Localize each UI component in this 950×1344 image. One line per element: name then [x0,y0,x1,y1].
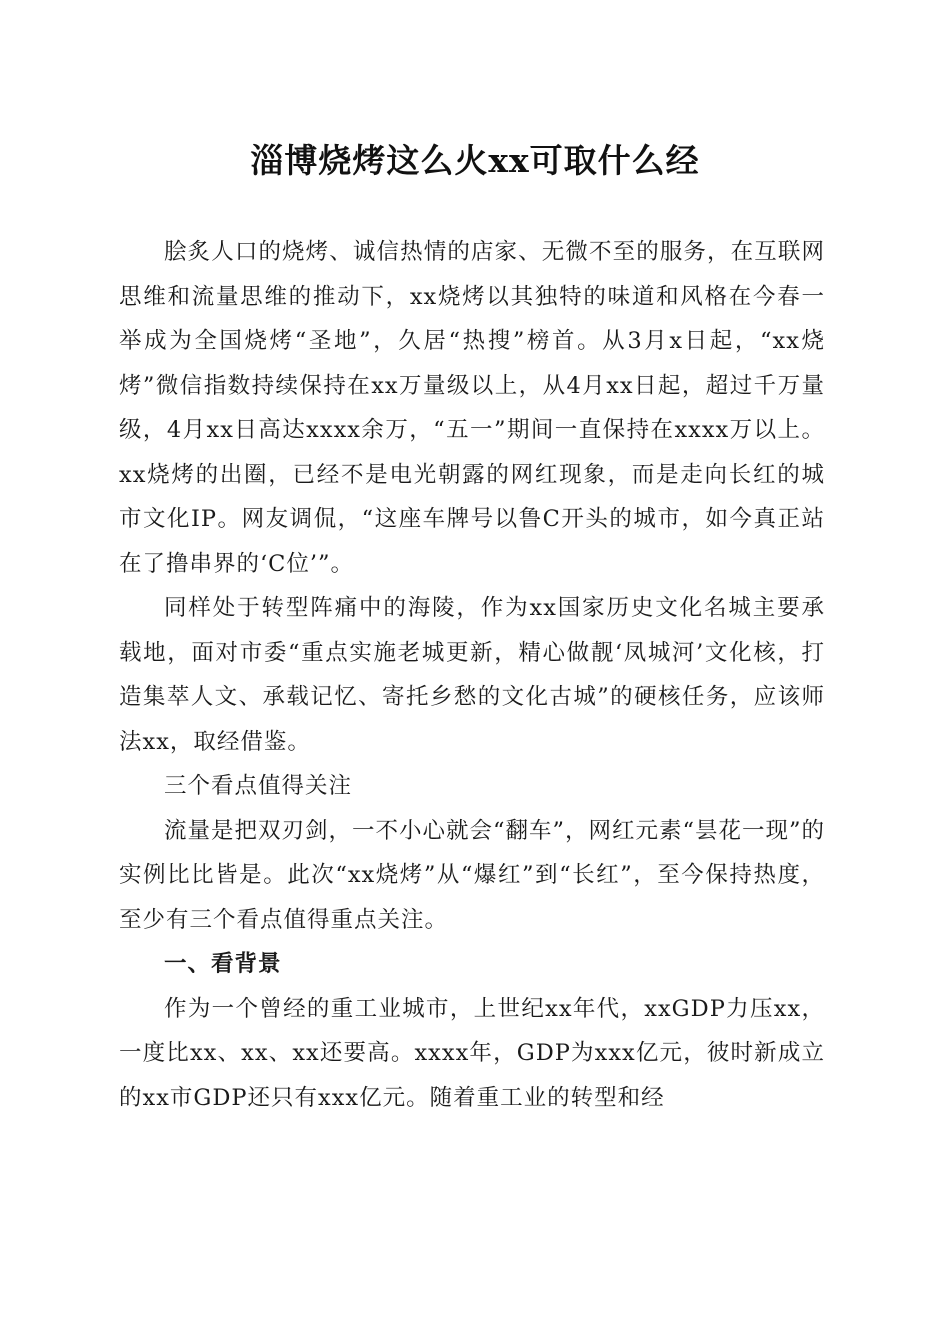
document-title: 淄博烧烤这么火xx可取什么经 [250,141,700,180]
paragraph-2: 同样处于转型阵痛中的海陵，作为xx国家历史文化名城主要承载地，面对市委“重点实施老城更新，精心做靓‘凤城河’文化核，打造集萃人文、承载记忆、寄托乡愁的文化古城”的硬核任务，应该师法xx，取经借鉴。 [119,595,825,755]
paragraph-3: 流量是把双刃剑，一不小心就会“翻车”，网红元素“昙花一现”的实例比比皆是。此次“xx烧烤”从“爆红”到“长红”，至今保持热度，至少有三个看点值得重点关注。 [119,817,826,933]
paragraph-1: 脍炙人口的烧烤、诚信热情的店家、无微不至的服务，在互联网思维和流量思维的推动下，xx烧烤以其独特的味道和风格在今春一举成为全国烧烤“圣地”，久居“热搜”榜首。从3月x日起，“xx烧烤”微信指数持续保持在xx万量级以上，从4月xx日起，超过千万量级，4月xx日高达xxxx余万，“五一”期间一直保持在xxxx万以上。xx烧烤的出圈，已经不是电光朝露的网红现象，而是走向长红的城市文化IP。网友调侃，“这座车牌号以鲁C开头的城市，如今真正站在了撸串界的‘C位’”。 [119,239,825,577]
document-body [119,230,825,1120]
paragraph-4: 作为一个曾经的重工业城市，上世纪xx年代，xxGDP力压xx，一度比xx、xx、xx还要高。xxxx年，GDP为xxx亿元，彼时新成立的xx市GDP还只有xxx亿元。随着重工业的转型和经 [119,995,825,1111]
subheading: 三个看点值得关注 [164,773,353,799]
section-heading: 一、看背景 [164,951,282,977]
